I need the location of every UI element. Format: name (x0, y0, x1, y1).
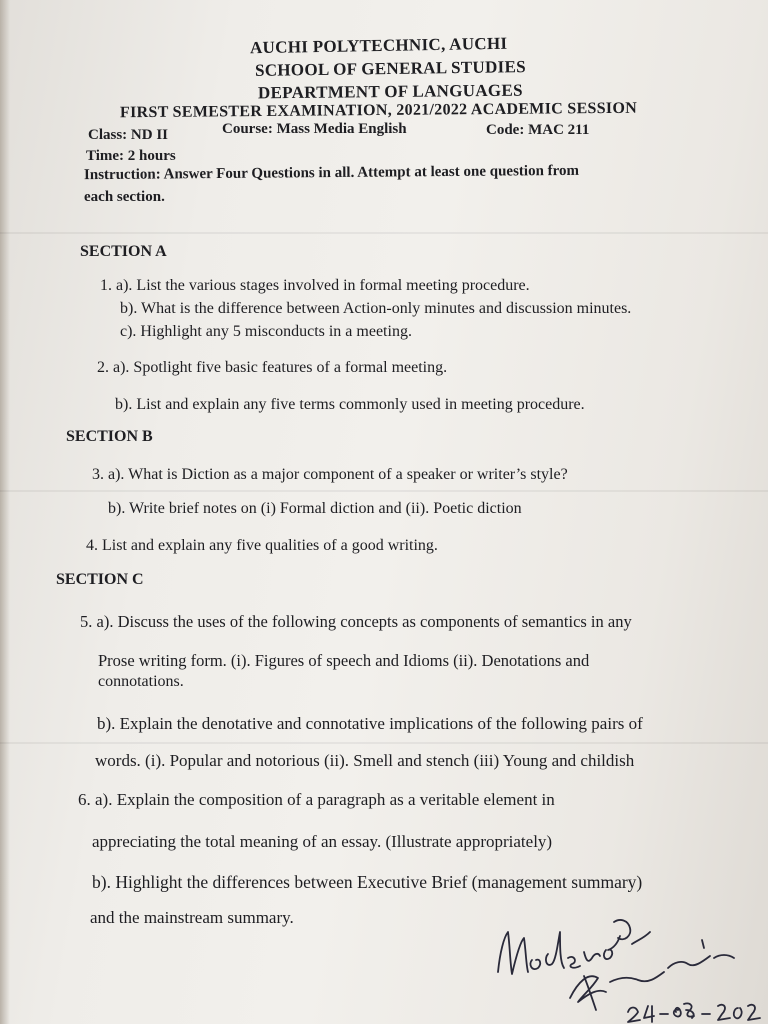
class-label: Class: ND II (88, 127, 169, 143)
paper-fold-line (0, 490, 768, 492)
exam-title: FIRST SEMESTER EXAMINATION, 2021/2022 ACADEMIC SESSION (119, 99, 638, 122)
section-a-heading: SECTION A (80, 243, 167, 260)
question-5a-line-2: Prose writing form. (i). Figures of speech and Idioms (ii). Denotations and (98, 651, 590, 670)
course-label: Course: Mass Media English (222, 121, 407, 137)
question-6a-line-2: appreciating the total meaning of an essay. (Illustrate appropriately) (92, 832, 553, 851)
paper-fold-line (0, 742, 768, 744)
code-label: Code: MAC 211 (486, 122, 590, 138)
question-5a-line-1: 5. a). Discuss the uses of the following concepts as components of semantics in any (80, 612, 632, 631)
question-5b-line-1: b). Explain the denotative and connotative implications of the following pairs of (97, 714, 643, 733)
question-2b: b). List and explain any five terms commonly used in meeting procedure. (115, 396, 585, 413)
question-4: 4. List and explain any five qualities of a good writing. (86, 537, 438, 554)
instruction-line-1: Instruction: Answer Four Questions in all. Attempt at least one question from (83, 162, 580, 184)
time-label: Time: 2 hours (86, 148, 176, 164)
question-6b-line-2: and the mainstream summary. (90, 908, 294, 927)
question-2a: 2. a). Spotlight five basic features of a formal meeting. (97, 359, 448, 376)
instruction-line-2: each section. (84, 189, 165, 205)
question-3a: 3. a). What is Diction as a major component of a speaker or writer’s style? (92, 466, 568, 483)
paper-shadow-edge (0, 0, 10, 1024)
question-6a-line-1: 6. a). Explain the composition of a paragraph as a veritable element in (78, 790, 555, 809)
question-5a-line-3: connotations. (98, 673, 184, 690)
section-c-heading: SECTION C (56, 571, 144, 588)
question-6b-line-1: b). Highlight the differences between Executive Brief (management summary) (92, 872, 643, 892)
department-title: DEPARTMENT OF LANGUAGES (257, 80, 523, 103)
question-1a: 1. a). List the various stages involved in formal meeting procedure. (100, 277, 530, 294)
handwritten-signature (488, 902, 768, 1024)
school-title: SCHOOL OF GENERAL STUDIES (254, 57, 527, 80)
question-1b: b). What is the difference between Action-only minutes and discussion minutes. (120, 300, 632, 317)
question-5b-line-2: words. (i). Popular and notorious (ii). Smell and stench (iii) Young and childish (95, 751, 635, 770)
question-3b: b). Write brief notes on (i) Formal diction and (ii). Poetic diction (108, 500, 522, 517)
section-b-heading: SECTION B (66, 428, 153, 445)
question-1c: c). Highlight any 5 misconducts in a meeting. (120, 323, 412, 340)
paper-fold-line (0, 232, 768, 234)
institution-title: AUCHI POLYTECHNIC, AUCHI (249, 33, 508, 58)
